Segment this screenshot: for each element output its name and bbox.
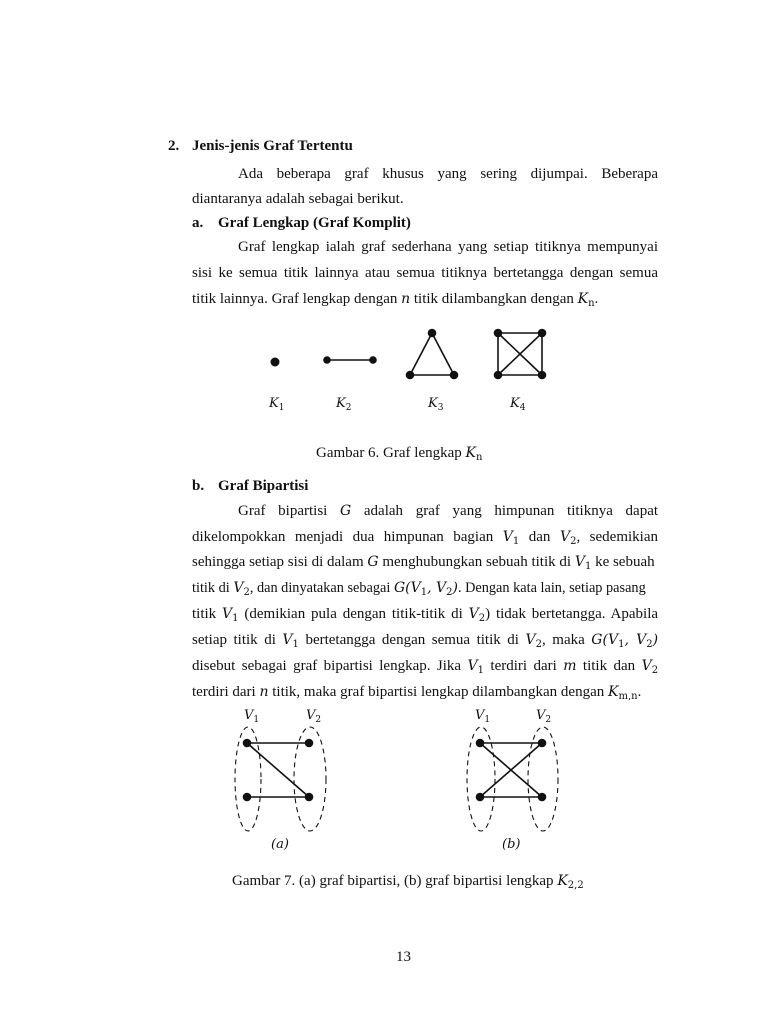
label-b-v1: $V_1$	[475, 708, 491, 725]
page-number: 13	[396, 949, 411, 965]
label-a-v2: $V_2$	[306, 708, 322, 725]
label-a: (a)	[271, 837, 289, 852]
para-b-line-7: disebut sebagai graf bipartisi lengkap. Jika $V_1$ terdiri dari m titik dan $V_2$	[192, 658, 659, 676]
label-b: (b)	[502, 837, 521, 852]
set-v1-ellipse-b	[467, 727, 495, 831]
intro-line-1: Ada beberapa graf khusus yang sering dijumpai. Beberapa	[238, 166, 658, 182]
label-a-v1: $V_1$	[244, 708, 260, 725]
graph-k1	[271, 358, 279, 366]
para-b-line-8: terdiri dari n titik, maka graf bipartisi lengkap dilambangkan dengan $K_{m,n}$.	[192, 684, 642, 702]
label-k2: $K_2$	[336, 396, 352, 413]
para-b-line-5: titik $V_1$ (demikian pula dengan titik-titik di $V_2$) tidak bertetangga. Apabila	[192, 606, 659, 624]
graph-k3	[407, 330, 458, 379]
label-b-v2: $V_2$	[536, 708, 552, 725]
graph-k4	[495, 330, 546, 379]
figure-7-caption: Gambar 7. (a) graf bipartisi, (b) graf bipartisi lengkap $K_{2,2}$	[232, 873, 584, 891]
para-b-line-4: titik di $V_2$, dan dinyatakan sebagai $G(V_1$, $V_2$). Dengan kata lain, setiap pasang	[192, 580, 646, 598]
subsection-a-letter: a.	[192, 215, 204, 231]
section-title: Jenis-jenis Graf Tertentu	[192, 138, 353, 154]
para-a-line-1: Graf lengkap ialah graf sederhana yang setiap titiknya mempunyai	[238, 239, 658, 255]
set-v2-ellipse-b	[528, 727, 558, 831]
subsection-b-letter: b.	[192, 478, 205, 494]
para-b-line-2: dikelompokkan menjadi dua himpunan bagian $V_1$ dan $V_2$, sedemikian	[192, 529, 658, 547]
para-b-line-6: setiap titik di $V_1$ bertetangga dengan semua titik di $V_2$, maka $G(V_1$, $V_2$)	[192, 632, 659, 650]
subsection-b-title: Graf Bipartisi	[218, 478, 309, 494]
graph-bipartite-b	[467, 727, 558, 831]
para-b-line-1: Graf bipartisi G adalah graf yang himpunan titiknya dapat	[238, 503, 659, 519]
figure-6-caption: Gambar 6. Graf lengkap $K_n$	[316, 445, 483, 463]
para-a-line-3: titik lainnya. Graf lengkap dengan n titik dilambangkan dengan $K_n$.	[192, 291, 599, 309]
para-a-line-2: sisi ke semua titik lainnya atau semua titiknya bertetangga dengan semua	[192, 265, 658, 281]
intro-line-2: diantaranya adalah sebagai berikut.	[192, 191, 404, 207]
section-number: 2.	[168, 138, 180, 154]
set-v2-ellipse-a	[294, 727, 326, 831]
label-k3: $K_3$	[428, 396, 444, 413]
graph-k2	[324, 357, 376, 363]
para-b-line-3: sehingga setiap sisi di dalam G menghubungkan sebuah titik di $V_1$ ke sebuah	[192, 554, 655, 572]
set-v1-ellipse-a	[235, 727, 261, 831]
graph-bipartite-a	[235, 727, 326, 831]
subsection-a-title: Graf Lengkap (Graf Komplit)	[218, 215, 411, 231]
label-k1: $K_1$	[269, 396, 285, 413]
label-k4: $K_4$	[510, 396, 526, 413]
